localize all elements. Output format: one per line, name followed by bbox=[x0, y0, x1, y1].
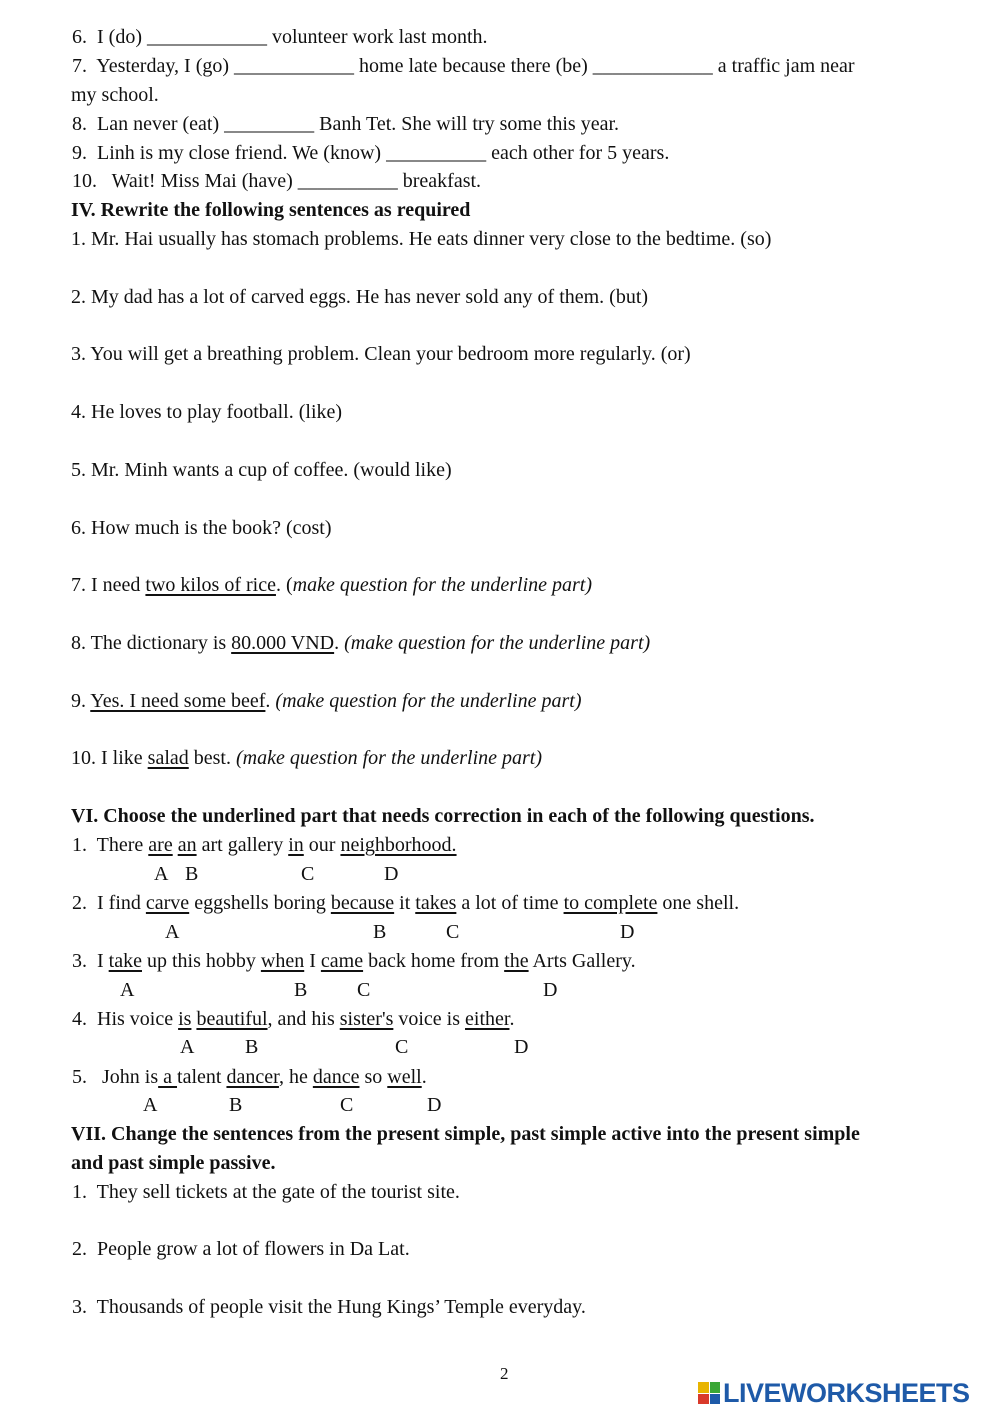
option-c-letter[interactable]: C bbox=[357, 979, 371, 1001]
option-a-letter[interactable]: A bbox=[165, 921, 180, 943]
option-b-part: because bbox=[330, 892, 395, 914]
option-b-letter[interactable]: B bbox=[229, 1094, 243, 1116]
error-question-2: 2. I find carve eggshells boring because it takes a lot of time to complete one shell. bbox=[72, 892, 740, 914]
option-b-letter[interactable]: B bbox=[373, 921, 387, 943]
option-a-part: carve bbox=[145, 892, 190, 914]
rewrite-item-5: 5. Mr. Minh wants a cup of coffee. (would like) bbox=[71, 459, 452, 481]
option-a-part: a bbox=[158, 1066, 178, 1088]
option-b-part: beautiful bbox=[196, 1008, 268, 1030]
exercise-item-8: 8. Lan never (eat) _________ Banh Tet. She will try some this year. bbox=[72, 113, 620, 135]
exercise-item-9: 9. Linh is my close friend. We (know) __________ each other for 5 years. bbox=[72, 142, 670, 164]
rewrite-item-4: 4. He loves to play football. (like) bbox=[71, 401, 343, 423]
error-question-5: 5. John is a talent dancer, he dance so well. bbox=[72, 1066, 427, 1088]
option-c-part: came bbox=[320, 950, 364, 972]
section-heading-vii: VII. Change the sentences from the present simple, past simple active into the present simple bbox=[71, 1123, 860, 1145]
option-c-part: sister's bbox=[339, 1008, 394, 1030]
option-b-letter[interactable]: B bbox=[245, 1036, 259, 1058]
rewrite-item-1: 1. Mr. Hai usually has stomach problems. He eats dinner very close to the bedtime. (so) bbox=[71, 228, 772, 250]
logo-tile-green bbox=[710, 1382, 721, 1393]
section-heading-iv: IV. Rewrite the following sentences as required bbox=[71, 199, 471, 221]
logo-tile-yellow bbox=[698, 1382, 709, 1393]
option-d-letter[interactable]: D bbox=[384, 863, 399, 885]
rewrite-item-2: 2. My dad has a lot of carved eggs. He has never sold any of them. (but) bbox=[71, 286, 649, 308]
item-number: 7. bbox=[72, 55, 87, 77]
item-number: 9. bbox=[72, 142, 87, 164]
option-d-part: neighborhood. bbox=[340, 834, 457, 856]
exercise-item-7-continuation: my school. bbox=[71, 84, 159, 106]
exercise-item-7: 7. Yesterday, I (go) ____________ home late because there (be) ____________ a traffic jam near bbox=[72, 55, 855, 77]
option-a-part: are bbox=[148, 834, 173, 856]
item-number: 6. bbox=[72, 26, 87, 48]
option-c-letter[interactable]: C bbox=[446, 921, 460, 943]
option-a-part: is bbox=[178, 1008, 192, 1030]
underlined-part: Yes. I need some beef bbox=[90, 690, 266, 712]
rewrite-item-9: 9. Yes. I need some beef. (make question for the underline part) bbox=[71, 690, 582, 712]
option-c-part: takes bbox=[415, 892, 457, 914]
instruction-note: (make question for the underline part) bbox=[275, 690, 582, 712]
rewrite-item-10: 10. I like salad best. (make question for the underline part) bbox=[71, 747, 543, 769]
rewrite-item-6: 6. How much is the book? (cost) bbox=[71, 517, 332, 539]
answer-blank[interactable]: _________ bbox=[224, 113, 315, 135]
logo-text: LIVEWORKSHEETS bbox=[723, 1377, 970, 1408]
option-b-letter[interactable]: B bbox=[294, 979, 308, 1001]
logo-icon bbox=[698, 1382, 720, 1404]
page-number: 2 bbox=[500, 1364, 509, 1383]
option-d-part: well bbox=[387, 1066, 422, 1088]
option-a-part: take bbox=[108, 950, 142, 972]
option-c-letter[interactable]: C bbox=[395, 1036, 409, 1058]
option-b-part: dancer bbox=[226, 1066, 279, 1088]
option-b-part: an bbox=[177, 834, 197, 856]
passive-item-1: 1. They sell tickets at the gate of the tourist site. bbox=[72, 1181, 460, 1203]
answer-blank[interactable]: ____________ bbox=[146, 26, 267, 48]
instruction-note: (make question for the underline part) bbox=[344, 632, 651, 654]
passive-item-3: 3. Thousands of people visit the Hung Kings’ Temple everyday. bbox=[72, 1296, 586, 1318]
option-d-part: to complete bbox=[563, 892, 658, 914]
logo-tile-blue bbox=[710, 1394, 721, 1405]
option-a-letter[interactable]: A bbox=[154, 863, 169, 885]
option-d-letter[interactable]: D bbox=[543, 979, 558, 1001]
item-number: 10. bbox=[72, 170, 97, 192]
logo-tile-red bbox=[698, 1394, 709, 1405]
option-d-letter[interactable]: D bbox=[620, 921, 635, 943]
passive-item-2: 2. People grow a lot of flowers in Da Lat. bbox=[72, 1238, 410, 1260]
option-b-part: when bbox=[260, 950, 305, 972]
option-a-letter[interactable]: A bbox=[143, 1094, 158, 1116]
option-b-letter[interactable]: B bbox=[185, 863, 199, 885]
exercise-item-10: 10. Wait! Miss Mai (have) __________ breakfast. bbox=[72, 170, 482, 192]
item-number: 8. bbox=[72, 113, 87, 135]
instruction-note: (make question for the underline part) bbox=[235, 747, 543, 769]
option-c-letter[interactable]: C bbox=[301, 863, 315, 885]
exercise-item-6: 6. I (do) ____________ volunteer work last month. bbox=[72, 26, 488, 48]
section-heading-vi: VI. Choose the underlined part that needs correction in each of the following questions. bbox=[71, 805, 815, 827]
error-question-3: 3. I take up this hobby when I came back home from the Arts Gallery. bbox=[72, 950, 636, 972]
liveworksheets-logo[interactable] bbox=[698, 1378, 970, 1408]
option-a-letter[interactable]: A bbox=[180, 1036, 195, 1058]
option-d-part: the bbox=[504, 950, 529, 972]
option-d-letter[interactable]: D bbox=[514, 1036, 529, 1058]
option-d-part: either bbox=[465, 1008, 510, 1030]
option-a-letter[interactable]: A bbox=[120, 979, 135, 1001]
option-d-letter[interactable]: D bbox=[427, 1094, 442, 1116]
error-question-4: 4. His voice is beautiful, and his sister's voice is either. bbox=[72, 1008, 515, 1030]
option-c-part: dance bbox=[312, 1066, 360, 1088]
underlined-part: salad bbox=[147, 747, 189, 769]
answer-blank[interactable]: ____________ bbox=[592, 55, 713, 77]
instruction-note: make question for the underline part) bbox=[292, 574, 593, 596]
section-heading-vii-continuation: and past simple passive. bbox=[71, 1152, 276, 1174]
answer-blank[interactable]: ____________ bbox=[234, 55, 355, 77]
underlined-part: 80.000 VND bbox=[231, 632, 335, 654]
rewrite-item-3: 3. You will get a breathing problem. Clean your bedroom more regularly. (or) bbox=[71, 343, 691, 365]
error-question-1: 1. There are an art gallery in our neighborhood. bbox=[72, 834, 457, 856]
answer-blank[interactable]: __________ bbox=[297, 170, 398, 192]
rewrite-item-8: 8. The dictionary is 80.000 VND. (make question for the underline part) bbox=[71, 632, 651, 654]
underlined-part: two kilos of rice bbox=[145, 574, 276, 596]
answer-blank[interactable]: __________ bbox=[386, 142, 487, 164]
option-c-letter[interactable]: C bbox=[340, 1094, 354, 1116]
option-c-part: in bbox=[288, 834, 304, 856]
rewrite-item-7: 7. I need two kilos of rice. (make question for the underline part) bbox=[71, 574, 593, 596]
